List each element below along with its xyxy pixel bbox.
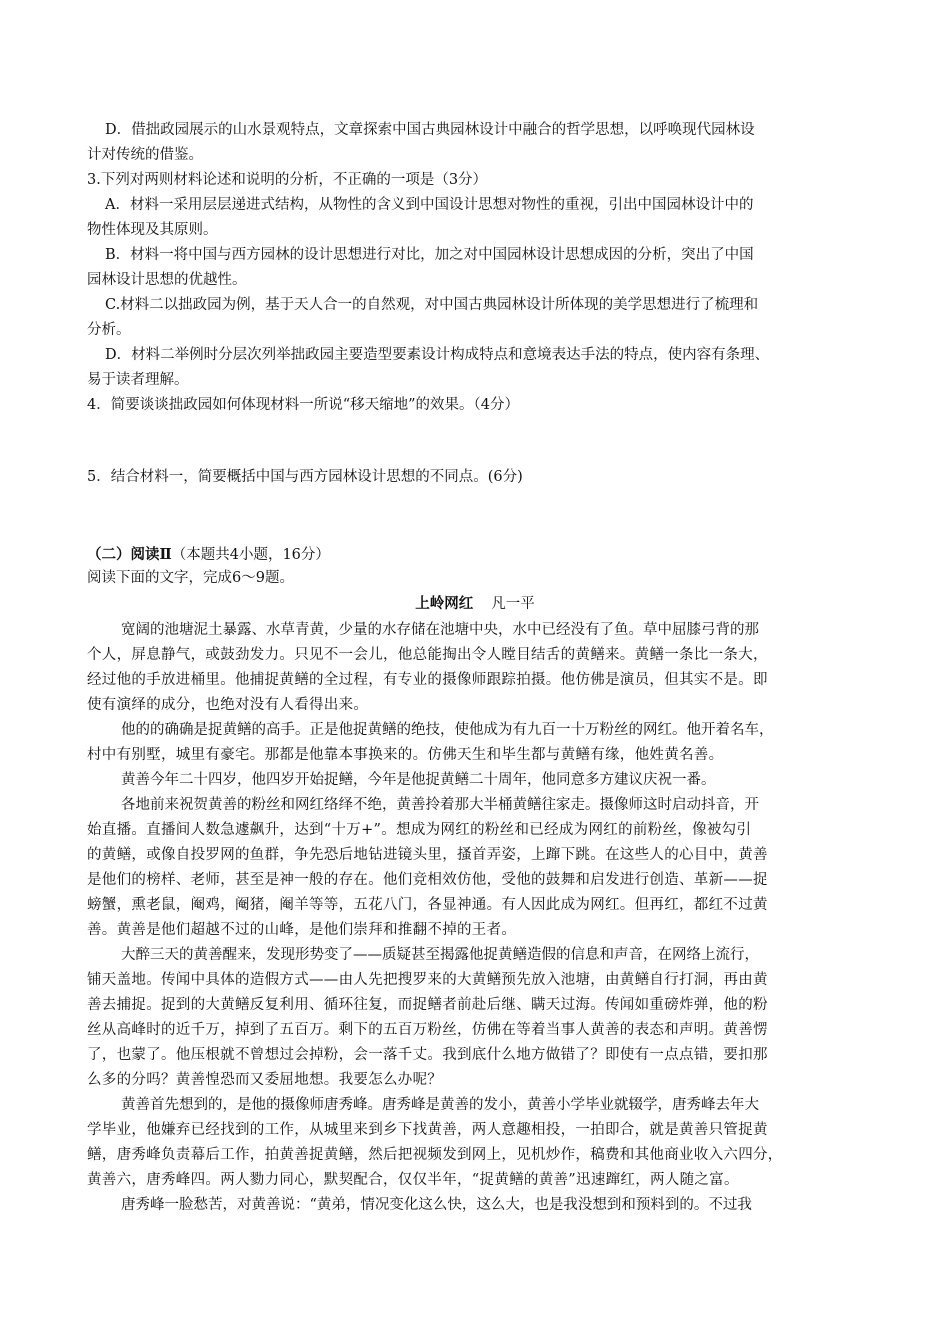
q3-option-a-line1: A．材料一采用层层递进式结构，从物性的含义到中国设计思想对物性的重视，引出中国园林设计中的: [105, 197, 754, 213]
story-line: 鳝，唐秀峰负责幕后工作，拍黄善捉黄鳝，然后把视频发到网上，见机炒作，稿费和其他商业收入六四分，: [87, 1147, 783, 1163]
story-line: 铺天盖地。传闻中具体的造假方式——由人先把搜罗来的大黄鳝预先放入池塘，由黄鳝自行打洞，再由黄: [87, 972, 768, 988]
story-line: 学毕业，他嫌弃已经找到的工作，从城里来到乡下找黄善，两人意趣相投，一拍即合，就是黄善只管捉黄: [87, 1122, 768, 1138]
story-line: 黄善今年二十四岁，他四岁开始捉鳝，今年是他捉黄鳝二十周年，他同意多方建议庆祝一番。: [121, 772, 716, 788]
story-line: 善。黄善是他们超越不过的山峰，是他们崇拜和推翻不掉的王者。: [87, 922, 517, 938]
section-heading-note: （本题共4小题，16分）: [171, 547, 330, 563]
q3-option-c-line2: 分析。: [87, 322, 131, 338]
story-line: 始直播。直播间人数急遽飙升，达到“十万+”。想成为网红的粉丝和已经成为网红的前粉丝，像被勾引: [87, 822, 752, 838]
story-line: 是他们的榜样、老师，甚至是神一般的存在。他们竞相效仿他，受他的鼓舞和启发进行创造、革新——捉: [87, 872, 768, 888]
story-line: 经过他的手放进桶里。他捕捉黄鳝的全过程，有专业的摄像师跟踪拍摄。他仿佛是演员，但其实不是。即: [87, 672, 768, 688]
story-author: 凡一平: [491, 596, 535, 612]
option-d-text-line1: D．借拙政园展示的山水景观特点，文章探索中国古典园林设计中融合的哲学思想，以呼唤现代园林设: [105, 122, 755, 138]
question-4: 4．简要谈谈拙政园如何体现材料一所说“移天缩地”的效果。（4分）: [87, 397, 520, 413]
q3-option-a-line2: 物性体现及其原则。: [87, 222, 218, 238]
option-d-text-line2: 计对传统的借鉴。: [87, 147, 203, 163]
story-line: 使有演绎的成分，也绝对没有人看得出来。: [87, 697, 369, 713]
q3-option-b-line1: B．材料一将中国与西方园林的设计思想进行对比，加之对中国园林设计思想成因的分析，突出了中国: [105, 247, 754, 263]
story-title: 上岭网红: [415, 595, 474, 612]
q3-option-d-line1: D．材料二举例时分层次列举拙政园主要造型要素设计构成特点和意境表达手法的特点，使内容有条理、: [105, 347, 770, 363]
story-line: 大醉三天的黄善醒来，发现形势变了——质疑甚至揭露他捉黄鳝造假的信息和声音，在网络上流行，: [121, 947, 759, 963]
section-heading-title: （二）阅读Ⅱ: [87, 546, 172, 563]
story-line: 宽阔的池塘泥土暴露、水草青黄，少量的水存储在池塘中央，水中已经没有了鱼。草中屈膝弓背的那: [121, 622, 759, 638]
story-line: 善去捕捉。捉到的大黄鳝反复利用、循环往复，而捉鳝者前赴后继、瞒天过海。传闻如重磅炸弹，他的粉: [87, 997, 768, 1013]
story-line: 的黄鳝，或像自投罗网的鱼群，争先恐后地钻进镜头里，搔首弄姿，上蹿下跳。在这些人的心目中，黄善: [87, 847, 768, 863]
reading-instruction: 阅读下面的文字，完成6～9题。: [87, 570, 294, 586]
question-3-stem: 3.下列对两则材料论述和说明的分析，不正确的一项是（3分）: [87, 172, 488, 188]
story-title-line: [0, 594, 950, 614]
story-line: 黄善六，唐秀峰四。两人勠力同心，默契配合，仅仅半年，“捉黄鳝的黄善”迅速蹿红，两人随之富。: [87, 1172, 739, 1188]
story-line: 村中有别墅，城里有豪宅。那都是他靠本事换来的。仿佛天生和毕生都与黄鳝有缘，他姓黄名善。: [87, 747, 724, 763]
q3-option-b-line2: 园林设计思想的优越性。: [87, 272, 247, 288]
q3-option-d-line2: 易于读者理解。: [87, 372, 189, 388]
story-line: 了，也蒙了。他压根就不曾想过会掉粉，会一落千丈。我到底什么地方做错了？即使有一点点错，要扣那: [87, 1047, 768, 1063]
story-line: 唐秀峰一脸愁苦，对黄善说：“黄弟，情况变化这么快，这么大，也是我没想到和预料到的。不过我: [121, 1197, 752, 1213]
story-line: 螃蟹，熏老鼠，阉鸡，阉猪，阉羊等等，五花八门，各显神通。有人因此成为网红。但再红，都红不过黄: [87, 897, 768, 913]
story-line: 个人，屏息静气，或鼓劲发力。只见不一会儿，他总能掏出令人瞠目结舌的黄鳝来。黄鳝一条比一条大，: [87, 647, 768, 663]
story-line: 么多的分吗？黄善惶恐而又委屈地想。我要怎么办呢？: [87, 1072, 443, 1088]
story-line: 丝从高峰时的近千万，掉到了五百万。剩下的五百万粉丝，仿佛在等着当事人黄善的表态和声明。黄善愣: [87, 1022, 768, 1038]
story-line: 他的的确确是捉黄鳝的高手。正是他捉黄鳝的绝技，使他成为有九百一十万粉丝的网红。他开着名车，: [121, 722, 774, 738]
story-line: 各地前来祝贺黄善的粉丝和网红络绎不绝，黄善拎着那大半桶黄鳝往家走。摄像师这时启动抖音，开: [121, 797, 759, 813]
section-heading: [87, 545, 330, 565]
q3-option-c-line1: C.材料二以拙政园为例，基于天人合一的自然观，对中国古典园林设计所体现的美学思想进行了梳理和: [105, 297, 759, 313]
question-5: 5．结合材料一，简要概括中国与西方园林设计思想的不同点。(6分): [87, 469, 523, 485]
story-line: 黄善首先想到的，是他的摄像师唐秀峰。唐秀峰是黄善的发小，黄善小学毕业就辍学，唐秀峰去年大: [121, 1097, 759, 1113]
